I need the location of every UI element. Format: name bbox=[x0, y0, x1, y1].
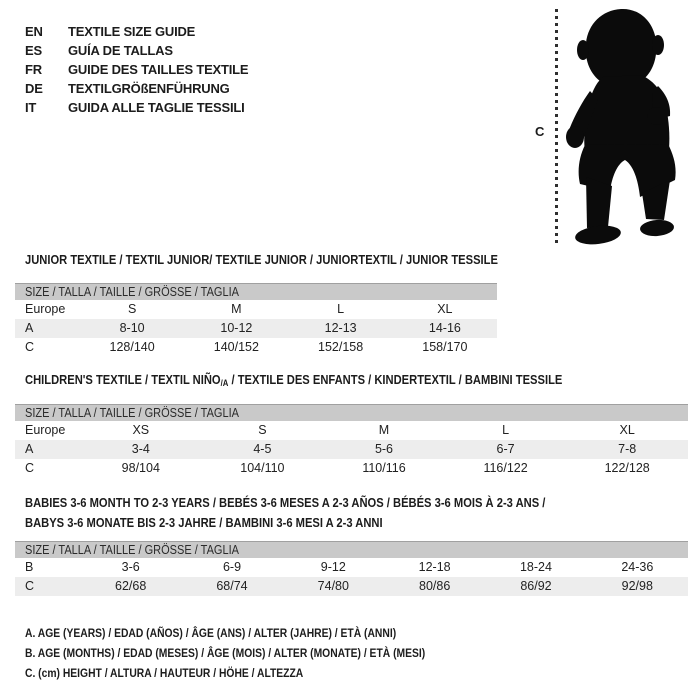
baby-foot-left bbox=[574, 223, 622, 246]
children-title-suffix: / TEXTILE DES ENFANTS / KINDERTEXTIL / BAMBINI TESSILE bbox=[228, 372, 563, 387]
table-row-europe bbox=[15, 300, 497, 319]
footnote-b bbox=[25, 643, 490, 663]
size-cell: L bbox=[502, 423, 510, 437]
height-cell: 152/158 bbox=[318, 340, 364, 354]
age-cell: 10-12 bbox=[220, 321, 253, 335]
row-label: A bbox=[25, 321, 34, 335]
babies-title-line1-text: BABIES 3-6 MONTH TO 2-3 YEARS / BEBÉS 3-6 MESES A 2-3 AÑOS / BÉBÉS 3-6 MOIS À 2-3 ANS / bbox=[25, 495, 546, 510]
height-cell: 98/104 bbox=[121, 461, 160, 475]
language-code: ES bbox=[25, 43, 42, 58]
age-cell: 12-18 bbox=[418, 560, 451, 574]
age-cell: 18-24 bbox=[519, 560, 552, 574]
language-title: TEXTILE SIZE GUIDE bbox=[68, 24, 196, 39]
size-header-text: SIZE / TALLA / TAILLE / GRÖSSE / TAGLIA bbox=[25, 406, 239, 420]
table-row-height-cm bbox=[15, 338, 497, 357]
row-label: Europe bbox=[25, 302, 66, 316]
size-header-bar bbox=[15, 404, 688, 421]
row-label: C bbox=[25, 461, 35, 475]
footnote-a-text: A. AGE (YEARS) / EDAD (AÑOS) / ÂGE (ANS) / ALTER (JAHRE) / ETÀ (ANNI) bbox=[25, 626, 397, 640]
age-cell: 9-12 bbox=[320, 560, 346, 574]
height-cell: 74/80 bbox=[317, 579, 349, 593]
age-cell: 8-10 bbox=[119, 321, 145, 335]
table-row-europe bbox=[15, 421, 688, 440]
age-cell: 3-6 bbox=[121, 560, 140, 574]
language-code: EN bbox=[25, 24, 43, 39]
age-cell: 3-4 bbox=[131, 442, 150, 456]
size-cell: XS bbox=[132, 423, 150, 437]
junior-size-table bbox=[15, 283, 497, 357]
height-cell: 158/170 bbox=[422, 340, 468, 354]
age-cell: 14-16 bbox=[428, 321, 461, 335]
language-row-it bbox=[25, 98, 248, 117]
children-title-subscript: /A bbox=[220, 378, 229, 388]
age-cell: 6-7 bbox=[496, 442, 515, 456]
language-code: FR bbox=[25, 62, 42, 77]
height-cell: 62/68 bbox=[115, 579, 147, 593]
footnotes bbox=[25, 623, 490, 683]
table-row-height-cm bbox=[15, 577, 688, 596]
table-row-age-years bbox=[15, 319, 497, 338]
row-label: Europe bbox=[25, 423, 66, 437]
baby-fist-left bbox=[566, 126, 584, 148]
row-label: A bbox=[25, 442, 34, 456]
baby-leg-left bbox=[586, 177, 612, 228]
size-cell: XL bbox=[437, 302, 453, 316]
babies-title-line1 bbox=[25, 493, 630, 513]
baby-fist-right bbox=[647, 107, 667, 125]
language-row-fr bbox=[25, 60, 248, 79]
size-cell: L bbox=[337, 302, 345, 316]
size-cell: S bbox=[127, 302, 137, 316]
children-title-text bbox=[25, 372, 562, 388]
age-cell: 24-36 bbox=[621, 560, 654, 574]
language-title: TEXTILGRÖßENFÜHRUNG bbox=[68, 81, 230, 96]
children-size-table bbox=[15, 404, 688, 478]
size-header-text: SIZE / TALLA / TAILLE / GRÖSSE / TAGLIA bbox=[25, 543, 239, 557]
height-cell: 128/140 bbox=[109, 340, 155, 354]
age-cell: 6-9 bbox=[222, 560, 242, 574]
baby-ear-right bbox=[652, 35, 664, 55]
baby-silhouette bbox=[557, 7, 692, 247]
babies-title-line2 bbox=[25, 513, 630, 533]
height-cell: 104/110 bbox=[240, 461, 285, 475]
row-label: C bbox=[25, 579, 35, 593]
size-header-bar bbox=[15, 283, 497, 300]
children-section-title bbox=[25, 372, 650, 388]
footnote-a bbox=[25, 623, 490, 643]
height-cell: 140/152 bbox=[213, 340, 259, 354]
table-row-height-cm bbox=[15, 459, 688, 478]
footnote-b-text: B. AGE (MONTHS) / EDAD (MESES) / ÂGE (MOIS) / ALTER (MONATE) / ETÀ (MESI) bbox=[25, 646, 426, 660]
baby-head bbox=[586, 9, 657, 83]
children-title-prefix: CHILDREN'S TEXTILE / TEXTIL NIÑO bbox=[25, 372, 221, 387]
height-cell: 122/128 bbox=[604, 461, 650, 475]
row-label: C bbox=[25, 340, 35, 354]
babies-size-table bbox=[15, 541, 688, 596]
size-cell: M bbox=[378, 423, 390, 437]
babies-section-title bbox=[25, 493, 630, 533]
height-cell: 116/122 bbox=[483, 461, 528, 475]
age-cell: 12-13 bbox=[324, 321, 357, 335]
height-cell: 80/86 bbox=[419, 579, 451, 593]
footnote-c-text: C. (cm) HEIGHT / ALTURA / HAUTEUR / HÖHE / ALTEZZA bbox=[25, 666, 304, 680]
baby-ear-left bbox=[577, 40, 589, 60]
age-cell: 5-6 bbox=[374, 442, 394, 456]
junior-section-title bbox=[25, 252, 575, 267]
language-code: DE bbox=[25, 81, 43, 96]
size-header-bar bbox=[15, 541, 688, 558]
language-title: GUIDE DES TAILLES TEXTILE bbox=[68, 62, 249, 77]
height-cell: 92/98 bbox=[621, 579, 653, 593]
age-cell: 4-5 bbox=[253, 442, 272, 456]
babies-title-line2-text: BABYS 3-6 MONATE BIS 2-3 JAHRE / BAMBINI 3-6 MESI A 2-3 ANNI bbox=[25, 515, 383, 530]
height-cell: 68/74 bbox=[216, 579, 248, 593]
language-row-es bbox=[25, 41, 248, 60]
height-cell: 110/116 bbox=[362, 461, 406, 475]
size-cell: S bbox=[258, 423, 267, 437]
language-title: GUIDA ALLE TAGLIE TESSILI bbox=[68, 100, 245, 115]
row-label: B bbox=[25, 560, 34, 574]
size-cell: M bbox=[231, 302, 242, 316]
size-cell: XL bbox=[619, 423, 635, 437]
height-cell: 86/92 bbox=[520, 579, 552, 593]
table-row-age-years bbox=[15, 440, 688, 459]
language-title: GUÍA DE TALLAS bbox=[68, 43, 173, 58]
language-row-de bbox=[25, 79, 248, 98]
junior-title-text: JUNIOR TEXTILE / TEXTIL JUNIOR/ TEXTILE JUNIOR / JUNIORTEXTIL / JUNIOR TESSILE bbox=[25, 252, 498, 267]
baby-foot-right bbox=[639, 219, 674, 237]
language-title-list bbox=[25, 22, 248, 117]
measure-label-c: C bbox=[535, 124, 545, 139]
footnote-c bbox=[25, 663, 490, 683]
table-row-age-months bbox=[15, 558, 688, 577]
language-code: IT bbox=[25, 100, 37, 115]
language-row-en bbox=[25, 22, 248, 41]
age-cell: 7-8 bbox=[618, 442, 637, 456]
size-header-text: SIZE / TALLA / TAILLE / GRÖSSE / TAGLIA bbox=[25, 285, 239, 299]
